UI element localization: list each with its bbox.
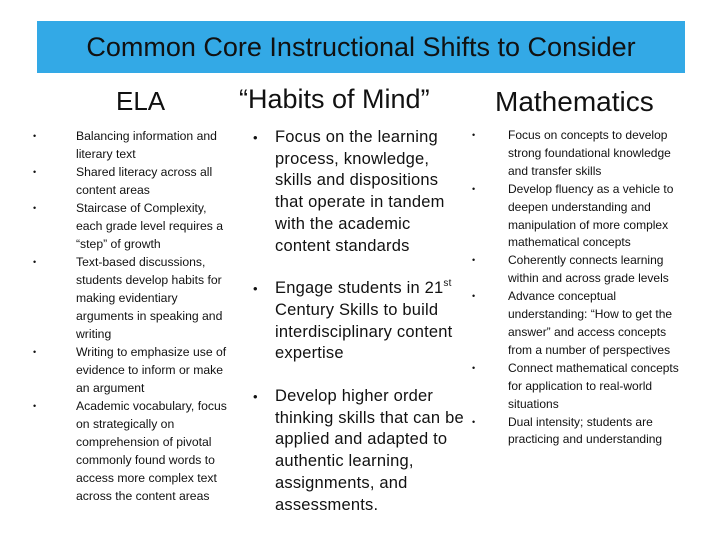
habits-list [253,127,468,537]
bullet-icon: • [33,257,37,267]
title-bar [37,21,685,73]
list-item: • Focus on the learning process, knowledge, skills and dispositions that operate in tandem with the academic content standards [253,128,445,255]
bullet-icon: • [253,281,258,297]
bullet-icon: • [33,167,37,177]
bullet-icon: • [33,131,37,141]
list-item: • Balancing information and literary text [33,129,217,161]
ela-list [33,127,236,505]
bullet-icon: • [472,416,476,427]
list-item: • Connect mathematical concepts for application to real-world situations [472,360,679,411]
superscript: st [443,278,452,290]
bullet-icon: • [33,401,37,411]
math-list [472,127,693,449]
list-item: • Advance conceptual understanding: “How to get the answer” and access concepts from a number of perspectives [472,289,673,357]
slide-title: Common Core Instructional Shifts to Consider [86,31,636,62]
bullet-icon: • [33,347,37,357]
bullet-icon: • [472,255,476,266]
list-item: • Coherently connects learning within and across grade levels [472,253,669,286]
list-item: • Writing to emphasize use of evidence to inform or make an argument [33,345,227,395]
list-item: • Develop fluency as a vehicle to deepen understanding and manipulation of more complex mathematical concepts [472,181,674,250]
list-item: • Academic vocabulary, focus on strategically on comprehension of pivotal commonly found words to access more complex text across the content areas [33,399,227,503]
bullet-icon: • [472,183,476,194]
list-item: • Develop higher order thinking skills that can be applied and adapted to authentic learning, assignments, and assessments. [253,387,464,514]
bullet-icon: • [472,130,476,140]
bullet-icon: • [253,130,258,145]
habits-heading: “Habits of Mind” [239,84,430,114]
bullet-icon: • [253,389,258,405]
list-item: • Engage students in 21st Century Skills to build interdisciplinary content expertise [253,278,453,363]
bullet-icon: • [472,362,476,373]
math-heading: Mathematics [495,86,654,117]
list-item: • Shared literacy across all content areas [33,165,213,197]
list-item: • Focus on concepts to develop strong foundational knowledge and transfer skills [472,128,671,178]
list-item: • Dual intensity; students are practicing and understanding [472,414,663,447]
bullet-icon: • [472,291,476,302]
ela-heading: ELA [116,86,166,116]
bullet-icon: • [33,203,37,213]
list-item: • Text-based discussions, students develop habits for making evidentiary arguments in speaking and writing [33,255,223,341]
list-item: • Staircase of Complexity, each grade level requires a “step” of growth [33,201,224,251]
